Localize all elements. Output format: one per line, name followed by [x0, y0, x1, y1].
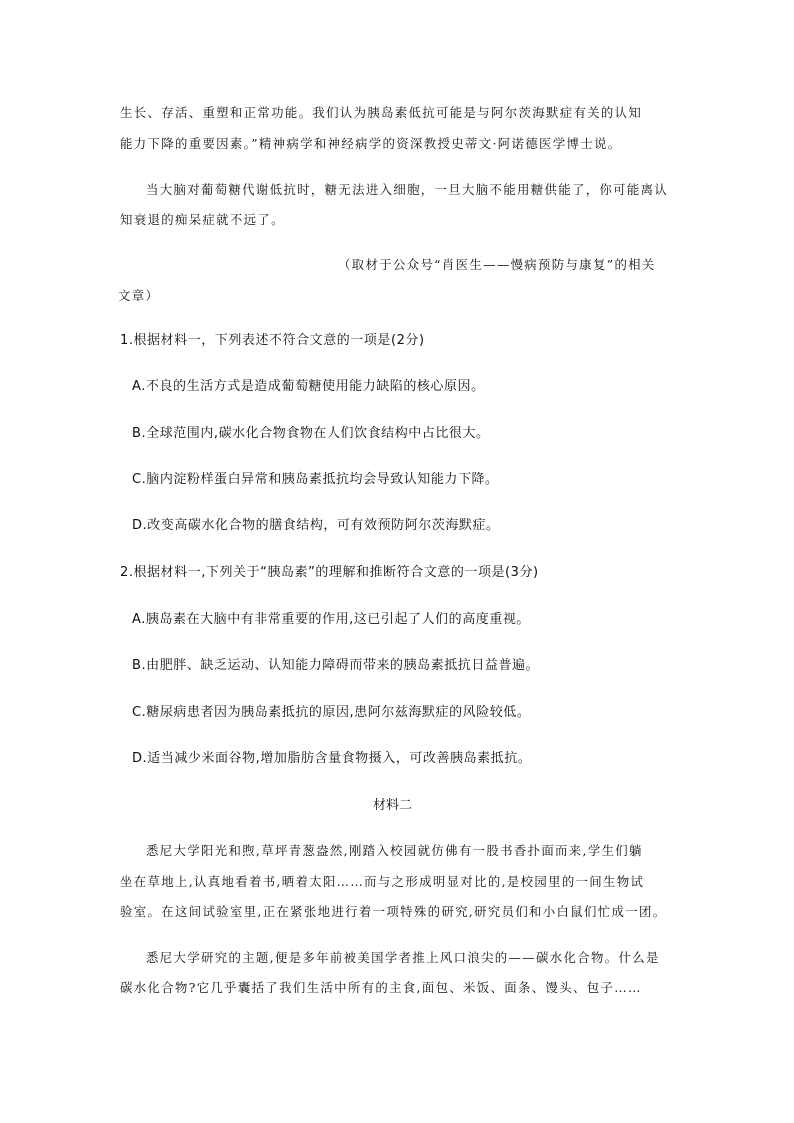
- material-2-para2-line1: 悉尼大学研究的主题,便是多年前被美国学者推上风口浪尖的——碳水化合物。什么是: [146, 950, 660, 965]
- question-2-option-d: D.适当减少米面谷物,增加脂肪含量食物摄入，可改善胰岛素抵抗。: [132, 751, 532, 766]
- source-citation-line1: （取材于公众号“肖医生——慢病预防与康复”的相关: [338, 257, 656, 272]
- question-2-option-b: B.由肥胖、缺乏运动、认知能力障碍而带来的胰岛素抵抗日益普遍。: [132, 658, 540, 673]
- question-2-option-a: A.胰岛素在大脑中有非常重要的作用,这已引起了人们的高度重视。: [132, 612, 530, 627]
- passage-a-para2-line1: 当大脑对葡萄糖代谢低抗时，糖无法进入细胞，一旦大脑不能用糖供能了，你可能离认: [146, 182, 669, 197]
- question-1-option-a: A.不良的生活方式是造成葡萄糖使用能力缺陷的核心原因。: [132, 379, 485, 394]
- material-2-para1-line2: 坐在草地上,认真地看着书,晒着太阳……而与之形成明显对比的,是校园里的一间生物试: [120, 874, 645, 889]
- material-2-para2-line2: 碳水化合物?它几乎囊括了我们生活中所有的主食,面包、米饭、面条、馒头、包子……: [120, 980, 642, 995]
- question-2-stem: 2.根据材料一,下列关于“胰岛素”的理解和推断符合文意的一项是(3分): [120, 565, 539, 580]
- question-2-option-c: C.糖尿病患者因为胰岛素抵抗的原因,患阿尔兹海默症的风险较低。: [132, 705, 531, 720]
- question-1-option-c: C.脑内淀粉样蛋白异常和胰岛素抵抗均会导致认知能力下降。: [132, 472, 499, 487]
- question-1-stem: 1.根据材料一，下列表述不符合文意的一项是(2分): [120, 333, 425, 348]
- material-2-para1-line3: 验室。在这间试验室里,正在紧张地进行着一项特殊的研究,研究员们和小白鼠们忙成一团。: [120, 904, 667, 919]
- passage-a-para1-line1: 生长、存活、重塑和正常功能。我们认为胰岛素低抗可能是与阿尔茨海默症有关的认知: [120, 105, 643, 120]
- passage-a-para2-line2: 知衰退的痴呆症就不远了。: [120, 212, 285, 227]
- source-citation-line2: 文章）: [118, 288, 160, 303]
- material-2-para1-line1: 悉尼大学阳光和煦,草坪青葱盎然,刚踏入校园就仿佛有一股书香扑面而来,学生们躺: [146, 843, 643, 858]
- passage-a-para1-line2: 能力下降的重要因素。”精神病学和神经病学的资深教授史蒂文·阿诺德医学博士说。: [120, 136, 622, 151]
- material-2-heading: 材料二: [373, 798, 413, 813]
- question-1-option-b: B.全球范围内,碳水化合物食物在人们饮食结构中占比很大。: [132, 426, 490, 441]
- question-1-option-d: D.改变高碳水化合物的膳食结构，可有效预防阿尔茨海默症。: [132, 518, 500, 533]
